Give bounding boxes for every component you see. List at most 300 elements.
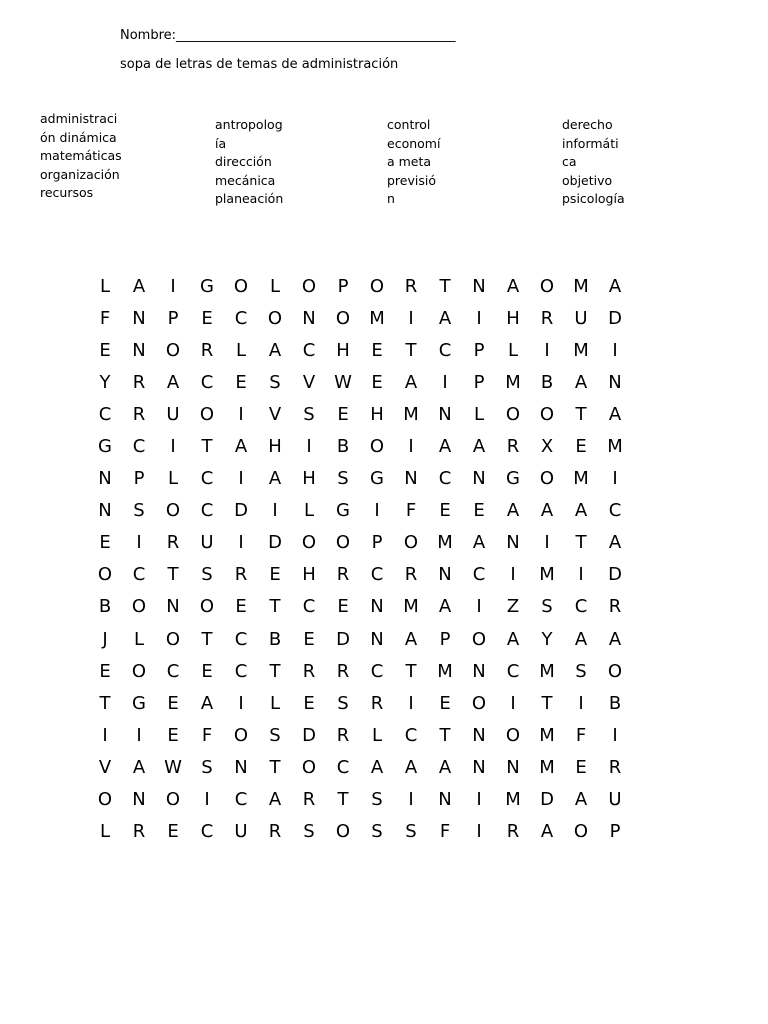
grid-letter[interactable]: M xyxy=(437,660,453,682)
grid-letter[interactable]: A xyxy=(472,436,486,458)
grid-letter[interactable]: F xyxy=(575,724,587,746)
grid-letter[interactable]: O xyxy=(199,403,215,425)
grid-letter[interactable]: C xyxy=(302,596,316,618)
grid-letter[interactable]: I xyxy=(238,403,244,425)
grid-letter[interactable]: I xyxy=(408,789,414,811)
grid-letter[interactable]: T xyxy=(201,628,213,650)
grid-letter[interactable]: R xyxy=(404,564,418,586)
grid-letter[interactable]: P xyxy=(167,307,179,329)
grid-letter[interactable]: T xyxy=(201,436,213,458)
grid-letter[interactable]: E xyxy=(99,339,111,361)
grid-letter[interactable]: A xyxy=(540,821,554,843)
grid-letter[interactable]: E xyxy=(439,500,451,522)
grid-letter[interactable]: E xyxy=(99,660,111,682)
grid-letter[interactable]: O xyxy=(165,628,181,650)
grid-letter[interactable]: P xyxy=(439,628,451,650)
grid-letter[interactable]: J xyxy=(102,628,108,650)
grid-letter[interactable]: M xyxy=(403,596,419,618)
grid-letter[interactable]: S xyxy=(303,403,315,425)
grid-letter[interactable]: A xyxy=(268,339,282,361)
grid-letter[interactable]: R xyxy=(608,596,622,618)
grid-letter[interactable]: I xyxy=(612,339,618,361)
grid-letter[interactable]: C xyxy=(608,500,622,522)
grid-letter[interactable]: M xyxy=(369,307,385,329)
grid-letter[interactable]: O xyxy=(165,339,181,361)
grid-letter[interactable]: A xyxy=(404,756,418,778)
grid-letter[interactable]: C xyxy=(234,660,248,682)
grid-letter[interactable]: H xyxy=(506,307,520,329)
grid-letter[interactable]: S xyxy=(337,468,349,490)
grid-letter[interactable]: N xyxy=(506,756,520,778)
grid-letter[interactable]: L xyxy=(371,724,383,746)
grid-letter[interactable]: O xyxy=(301,275,317,297)
grid-letter[interactable]: N xyxy=(472,660,486,682)
grid-letter[interactable]: S xyxy=(269,724,281,746)
word-list-item: objetivo xyxy=(562,172,613,188)
grid-letter[interactable]: R xyxy=(132,371,146,393)
grid-letter[interactable]: E xyxy=(167,821,179,843)
grid-letter[interactable]: G xyxy=(132,692,146,714)
grid-letter[interactable]: M xyxy=(403,403,419,425)
word-list-column-4 xyxy=(562,116,625,209)
grid-letter[interactable]: I xyxy=(544,532,550,554)
grid-letter[interactable]: R xyxy=(540,307,554,329)
grid-letter[interactable]: D xyxy=(540,789,554,811)
grid-letter[interactable]: O xyxy=(369,436,385,458)
grid-letter[interactable]: O xyxy=(301,532,317,554)
grid-letter[interactable]: S xyxy=(371,789,383,811)
grid-letter[interactable]: C xyxy=(234,307,248,329)
grid-letter[interactable]: S xyxy=(303,821,315,843)
grid-letter[interactable]: N xyxy=(404,468,418,490)
word-list-column-3 xyxy=(387,116,440,209)
grid-letter[interactable]: Y xyxy=(541,628,553,650)
grid-letter[interactable]: R xyxy=(302,660,316,682)
grid-letter[interactable]: I xyxy=(510,692,516,714)
grid-letter[interactable]: D xyxy=(608,307,622,329)
grid-letter[interactable]: R xyxy=(506,436,520,458)
grid-letter[interactable]: I xyxy=(272,500,278,522)
grid-letter[interactable]: N xyxy=(132,307,146,329)
grid-letter[interactable]: L xyxy=(133,628,145,650)
grid-letter[interactable]: A xyxy=(200,692,214,714)
grid-letter[interactable]: V xyxy=(268,403,282,425)
grid-letter[interactable]: B xyxy=(608,692,622,714)
grid-letter[interactable]: B xyxy=(336,436,350,458)
grid-letter[interactable]: D xyxy=(608,564,622,586)
grid-letter[interactable]: A xyxy=(574,500,588,522)
grid-letter[interactable]: O xyxy=(471,628,487,650)
grid-letter[interactable]: I xyxy=(238,468,244,490)
grid-letter[interactable]: S xyxy=(405,821,417,843)
grid-letter[interactable]: C xyxy=(336,756,350,778)
grid-letter[interactable]: R xyxy=(132,821,146,843)
grid-letter[interactable]: I xyxy=(306,436,312,458)
grid-letter[interactable]: N xyxy=(506,532,520,554)
grid-letter[interactable]: C xyxy=(200,821,214,843)
grid-letter[interactable]: I xyxy=(476,789,482,811)
grid-letter[interactable]: E xyxy=(99,532,111,554)
grid-letter[interactable]: M xyxy=(539,756,555,778)
grid-letter[interactable]: D xyxy=(268,532,282,554)
grid-letter[interactable]: E xyxy=(473,500,485,522)
grid-letter[interactable]: T xyxy=(439,275,451,297)
grid-letter[interactable]: O xyxy=(233,275,249,297)
grid-letter[interactable]: U xyxy=(608,789,622,811)
grid-letter[interactable]: C xyxy=(98,403,112,425)
grid-letter[interactable]: A xyxy=(132,756,146,778)
grid-letter[interactable]: A xyxy=(268,789,282,811)
grid-letter[interactable]: I xyxy=(374,500,380,522)
grid-letter[interactable]: R xyxy=(336,564,350,586)
grid-letter[interactable]: C xyxy=(404,724,418,746)
grid-letter[interactable]: A xyxy=(234,436,248,458)
grid-letter[interactable]: F xyxy=(99,307,111,329)
grid-letter[interactable]: I xyxy=(408,307,414,329)
grid-letter[interactable]: E xyxy=(337,403,349,425)
grid-letter[interactable]: E xyxy=(235,371,247,393)
grid-letter[interactable]: A xyxy=(574,628,588,650)
grid-letter[interactable]: T xyxy=(99,692,111,714)
grid-letter[interactable]: C xyxy=(370,660,384,682)
grid-letter[interactable]: D xyxy=(234,500,248,522)
grid-letter[interactable]: O xyxy=(403,532,419,554)
grid-letter[interactable]: A xyxy=(166,371,180,393)
grid-letter[interactable]: L xyxy=(99,275,111,297)
grid-letter[interactable]: A xyxy=(540,500,554,522)
grid-letter[interactable]: M xyxy=(505,789,521,811)
grid-letter[interactable]: A xyxy=(438,436,452,458)
grid-letter[interactable]: A xyxy=(472,532,486,554)
grid-letter[interactable]: M xyxy=(539,564,555,586)
grid-letter[interactable]: L xyxy=(473,403,485,425)
grid-letter[interactable]: N xyxy=(234,756,248,778)
grid-letter[interactable]: U xyxy=(234,821,248,843)
grid-letter[interactable]: C xyxy=(132,436,146,458)
grid-letter[interactable]: N xyxy=(132,789,146,811)
grid-letter[interactable]: M xyxy=(573,339,589,361)
grid-letter[interactable]: L xyxy=(507,339,519,361)
grid-letter[interactable]: M xyxy=(539,724,555,746)
grid-letter[interactable]: A xyxy=(370,756,384,778)
grid-letter[interactable]: S xyxy=(371,821,383,843)
grid-letter[interactable]: S xyxy=(337,692,349,714)
grid-letter[interactable]: T xyxy=(405,660,417,682)
grid-letter[interactable]: S xyxy=(201,564,213,586)
grid-letter[interactable]: E xyxy=(371,339,383,361)
grid-row xyxy=(88,719,632,751)
grid-letter[interactable]: R xyxy=(200,339,214,361)
grid-row xyxy=(88,687,632,719)
grid-letter[interactable]: A xyxy=(132,275,146,297)
grid-letter[interactable]: I xyxy=(612,724,618,746)
grid-letter[interactable]: T xyxy=(269,596,281,618)
grid-letter[interactable]: X xyxy=(540,436,554,458)
grid-letter[interactable]: R xyxy=(404,275,418,297)
grid-letter[interactable]: H xyxy=(370,403,384,425)
grid-letter[interactable]: O xyxy=(607,660,623,682)
grid-letter[interactable]: I xyxy=(408,692,414,714)
grid-letter[interactable]: O xyxy=(369,275,385,297)
grid-letter[interactable]: A xyxy=(506,628,520,650)
grid-letter[interactable]: I xyxy=(238,532,244,554)
grid-letter[interactable]: S xyxy=(575,660,587,682)
grid-letter[interactable]: C xyxy=(200,500,214,522)
grid-letter[interactable]: I xyxy=(612,468,618,490)
grid-letter[interactable]: P xyxy=(133,468,145,490)
grid-letter[interactable]: G xyxy=(200,275,214,297)
grid-letter[interactable]: S xyxy=(541,596,553,618)
grid-letter[interactable]: M xyxy=(573,275,589,297)
grid-letter[interactable]: O xyxy=(573,821,589,843)
grid-letter[interactable]: R xyxy=(268,821,282,843)
grid-letter[interactable]: N xyxy=(438,564,452,586)
grid-letter[interactable]: E xyxy=(201,660,213,682)
grid-letter[interactable]: O xyxy=(165,500,181,522)
grid-letter[interactable]: O xyxy=(505,403,521,425)
grid-letter[interactable]: E xyxy=(167,724,179,746)
grid-letter[interactable]: T xyxy=(337,789,349,811)
grid-letter[interactable]: O xyxy=(539,275,555,297)
grid-letter[interactable]: T xyxy=(541,692,553,714)
grid-letter[interactable]: U xyxy=(574,307,588,329)
grid-letter[interactable]: I xyxy=(170,436,176,458)
grid-letter[interactable]: A xyxy=(506,275,520,297)
grid-letter[interactable]: O xyxy=(539,468,555,490)
grid-letter[interactable]: P xyxy=(473,371,485,393)
grid-letter[interactable]: V xyxy=(302,371,316,393)
grid-letter[interactable]: C xyxy=(302,339,316,361)
grid-letter[interactable]: A xyxy=(438,756,452,778)
grid-letter[interactable]: C xyxy=(234,628,248,650)
grid-letter[interactable]: I xyxy=(578,692,584,714)
grid-letter[interactable]: C xyxy=(132,564,146,586)
grid-letter[interactable]: A xyxy=(438,596,452,618)
grid-letter[interactable]: O xyxy=(301,756,317,778)
grid-letter[interactable]: O xyxy=(335,821,351,843)
grid-letter[interactable]: Y xyxy=(99,371,111,393)
grid-letter[interactable]: B xyxy=(98,596,112,618)
grid-letter[interactable]: A xyxy=(438,307,452,329)
grid-letter[interactable]: N xyxy=(302,307,316,329)
grid-letter[interactable]: B xyxy=(540,371,554,393)
word-list-item: psicología xyxy=(562,191,625,206)
grid-row xyxy=(88,398,632,430)
grid-letter[interactable]: R xyxy=(302,789,316,811)
grid-letter[interactable]: G xyxy=(370,468,384,490)
grid-letter[interactable]: R xyxy=(132,403,146,425)
grid-letter[interactable]: R xyxy=(234,564,248,586)
grid-letter[interactable]: I xyxy=(170,275,176,297)
grid-letter[interactable]: C xyxy=(166,660,180,682)
grid-letter[interactable]: N xyxy=(608,371,622,393)
grid-letter[interactable]: R xyxy=(166,532,180,554)
grid-letter[interactable]: L xyxy=(269,692,281,714)
grid-letter[interactable]: B xyxy=(268,628,282,650)
grid-letter[interactable]: W xyxy=(334,371,352,393)
grid-letter[interactable]: N xyxy=(438,789,452,811)
grid-letter[interactable]: N xyxy=(472,468,486,490)
word-list-item: informáti xyxy=(562,135,619,151)
grid-row xyxy=(88,655,632,687)
grid-letter[interactable]: I xyxy=(510,564,516,586)
grid-row xyxy=(88,495,632,527)
grid-letter[interactable]: F xyxy=(201,724,213,746)
grid-letter[interactable]: R xyxy=(336,724,350,746)
grid-letter[interactable]: C xyxy=(574,596,588,618)
grid-letter[interactable]: I xyxy=(476,307,482,329)
grid-letter[interactable]: V xyxy=(98,756,112,778)
grid-letter[interactable]: E xyxy=(303,692,315,714)
grid-letter[interactable]: M xyxy=(573,468,589,490)
grid-letter[interactable]: O xyxy=(539,403,555,425)
grid-letter[interactable]: F xyxy=(439,821,451,843)
grid-letter[interactable]: C xyxy=(370,564,384,586)
grid-letter[interactable]: C xyxy=(506,660,520,682)
grid-letter[interactable]: A xyxy=(574,789,588,811)
grid-letter[interactable]: C xyxy=(200,468,214,490)
grid-letter[interactable]: O xyxy=(335,307,351,329)
grid-letter[interactable]: O xyxy=(131,660,147,682)
grid-letter[interactable]: C xyxy=(438,339,452,361)
grid-letter[interactable]: R xyxy=(336,660,350,682)
grid-letter[interactable]: S xyxy=(201,756,213,778)
grid-letter[interactable]: M xyxy=(607,436,623,458)
grid-letter[interactable]: A xyxy=(404,371,418,393)
grid-letter[interactable]: M xyxy=(539,660,555,682)
grid-letter[interactable]: I xyxy=(578,564,584,586)
grid-letter[interactable]: T xyxy=(269,756,281,778)
grid-letter[interactable]: I xyxy=(476,596,482,618)
grid-letter[interactable]: I xyxy=(136,532,142,554)
grid-letter[interactable]: O xyxy=(505,724,521,746)
grid-letter[interactable]: L xyxy=(235,339,247,361)
grid-letter[interactable]: O xyxy=(267,307,283,329)
grid-letter[interactable]: N xyxy=(472,756,486,778)
grid-letter[interactable]: N xyxy=(370,628,384,650)
grid-letter[interactable]: H xyxy=(336,339,350,361)
grid-letter[interactable]: E xyxy=(439,692,451,714)
grid-letter[interactable]: P xyxy=(371,532,383,554)
grid-letter[interactable]: T xyxy=(405,339,417,361)
grid-letter[interactable]: W xyxy=(164,756,182,778)
grid-letter[interactable]: I xyxy=(136,724,142,746)
grid-letter[interactable]: E xyxy=(201,307,213,329)
grid-letter[interactable]: G xyxy=(98,436,112,458)
grid-letter[interactable]: L xyxy=(99,821,111,843)
grid-letter[interactable]: O xyxy=(335,532,351,554)
grid-letter[interactable]: N xyxy=(98,468,112,490)
grid-letter[interactable]: A xyxy=(608,403,622,425)
grid-letter[interactable]: T xyxy=(575,403,587,425)
grid-letter[interactable]: R xyxy=(506,821,520,843)
grid-letter[interactable]: O xyxy=(233,724,249,746)
grid-letter[interactable]: U xyxy=(200,532,214,554)
grid-letter[interactable]: M xyxy=(437,532,453,554)
grid-letter[interactable]: N xyxy=(438,403,452,425)
grid-letter[interactable]: L xyxy=(303,500,315,522)
grid-letter[interactable]: D xyxy=(302,724,316,746)
grid-letter[interactable]: I xyxy=(476,821,482,843)
grid-letter[interactable]: E xyxy=(269,564,281,586)
grid-letter[interactable]: A xyxy=(608,628,622,650)
grid-letter[interactable]: O xyxy=(165,789,181,811)
grid-letter[interactable]: C xyxy=(234,789,248,811)
grid-letter[interactable]: O xyxy=(199,596,215,618)
word-list-item: planeación xyxy=(215,191,284,206)
grid-letter[interactable]: H xyxy=(268,436,282,458)
grid-letter[interactable]: C xyxy=(200,371,214,393)
grid-letter[interactable]: N xyxy=(98,500,112,522)
grid-letter[interactable]: P xyxy=(473,339,485,361)
grid-letter[interactable]: E xyxy=(337,596,349,618)
grid-letter[interactable]: E xyxy=(303,628,315,650)
grid-letter[interactable]: A xyxy=(268,468,282,490)
grid-letter[interactable]: E xyxy=(167,692,179,714)
grid-letter[interactable]: C xyxy=(438,468,452,490)
grid-letter[interactable]: I xyxy=(238,692,244,714)
grid-letter[interactable]: O xyxy=(97,789,113,811)
grid-letter[interactable]: F xyxy=(405,500,417,522)
grid-letter[interactable]: R xyxy=(370,692,384,714)
grid-letter[interactable]: P xyxy=(337,275,349,297)
grid-letter[interactable]: O xyxy=(97,564,113,586)
grid-letter[interactable]: A xyxy=(574,371,588,393)
grid-letter[interactable]: I xyxy=(544,339,550,361)
grid-letter[interactable]: L xyxy=(269,275,281,297)
grid-letter[interactable]: O xyxy=(471,692,487,714)
grid-letter[interactable]: N xyxy=(370,596,384,618)
grid-letter[interactable]: E xyxy=(575,436,587,458)
grid-letter[interactable]: N xyxy=(472,275,486,297)
grid-letter[interactable]: G xyxy=(506,468,520,490)
grid-letter[interactable]: A xyxy=(506,500,520,522)
grid-letter[interactable]: N xyxy=(472,724,486,746)
grid-letter[interactable]: H xyxy=(302,564,316,586)
grid-letter[interactable]: E xyxy=(235,596,247,618)
grid-letter[interactable]: Z xyxy=(506,596,520,618)
grid-letter[interactable]: C xyxy=(472,564,486,586)
grid-letter[interactable]: I xyxy=(408,436,414,458)
grid-letter[interactable]: H xyxy=(302,468,316,490)
word-list-item: matemáticas xyxy=(40,148,122,163)
grid-letter[interactable]: T xyxy=(167,564,179,586)
grid-letter[interactable]: D xyxy=(336,628,350,650)
grid-letter[interactable]: A xyxy=(404,628,418,650)
grid-letter[interactable]: T xyxy=(575,532,587,554)
grid-letter[interactable]: E xyxy=(371,371,383,393)
grid-letter[interactable]: N xyxy=(166,596,180,618)
grid-letter[interactable]: M xyxy=(505,371,521,393)
grid-letter[interactable]: A xyxy=(608,532,622,554)
grid-letter[interactable]: S xyxy=(133,500,145,522)
grid-letter[interactable]: R xyxy=(608,756,622,778)
grid-letter[interactable]: S xyxy=(269,371,281,393)
grid-letter[interactable]: I xyxy=(204,789,210,811)
grid-letter[interactable]: L xyxy=(167,468,179,490)
grid-letter[interactable]: I xyxy=(102,724,108,746)
grid-letter[interactable]: T xyxy=(439,724,451,746)
grid-letter[interactable]: E xyxy=(575,756,587,778)
grid-letter[interactable]: A xyxy=(608,275,622,297)
grid-letter[interactable]: P xyxy=(609,821,621,843)
grid-letter[interactable]: T xyxy=(269,660,281,682)
grid-letter[interactable]: N xyxy=(132,339,146,361)
grid-letter[interactable]: G xyxy=(336,500,350,522)
grid-letter[interactable]: U xyxy=(166,403,180,425)
grid-letter[interactable]: O xyxy=(131,596,147,618)
grid-letter[interactable]: I xyxy=(442,371,448,393)
